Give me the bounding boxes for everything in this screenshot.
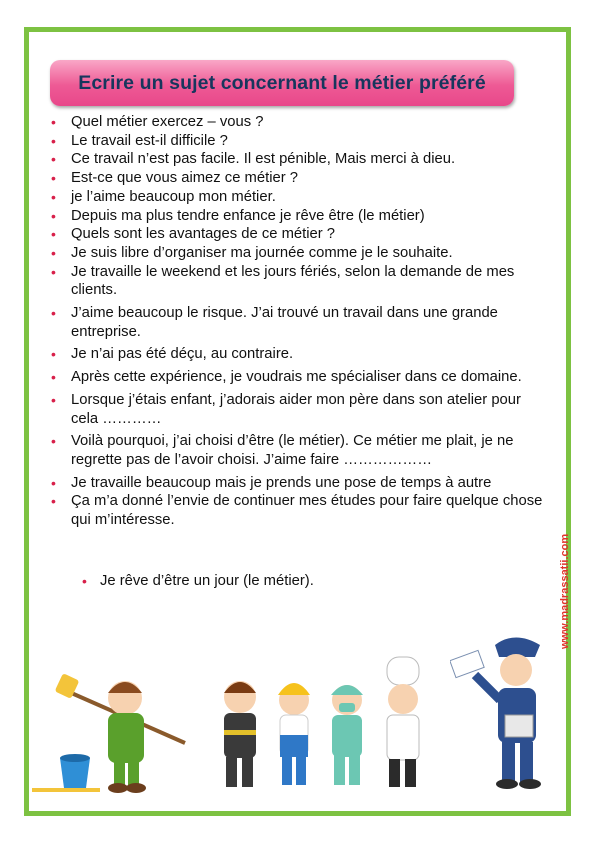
bullet-icon: • [51,369,56,386]
bullet-icon: • [82,573,87,589]
list-item: • Le travail est-il difficile ? [51,132,228,149]
bullet-icon: • [51,433,56,450]
list-item: • je l’aime beaucoup mon métier. [51,188,276,205]
bullet-icon: • [51,207,56,224]
list-item: • Je travaille beaucoup mais je prends une pose de temps à autre [51,474,492,491]
list-item: • Voilà pourquoi, j’ai choisi d’être (le métier). Ce métier me plait, je ne regrette pas de l’avoir choisi. J’aime faire ……………… [51,433,514,468]
bullet-icon: • [51,244,56,261]
list-item: • Ce travail n’est pas facile. Il est pénible, Mais merci à dieu. [51,151,456,168]
postman-illustration [450,630,565,795]
list-item: • Je travaille le weekend et les jours fériés, selon la demande de mes clients. [51,263,515,299]
watermark: www.madrassatii.com [559,533,571,649]
bullet-icon: • [51,493,56,510]
list-item: • Depuis ma plus tendre enfance je rêve être (le métier) [51,207,425,224]
sub-list-item: • Je rêve d’être un jour (le métier). [82,573,314,589]
workers-illustration [212,655,437,795]
list-item: • Après cette expérience, je voudrais me spécialiser dans ce domaine. [51,369,522,386]
list-item: • Je n’ai pas été déçu, au contraire. [51,346,294,363]
bullet-icon: • [51,263,56,280]
list-item: • Quel métier exercez – vous ? [51,114,264,130]
list-item: • Ça m’a donné l’envie de continuer mes études pour faire quelque chose qui m’intéresse. [51,493,543,529]
bullet-icon: • [51,170,56,187]
bullet-icon: • [51,151,56,168]
bullet-icon: • [51,305,56,322]
list-item: • Lorsque j’étais enfant, j’adorais aider mon père dans son atelier pour cela ………… [51,391,521,427]
bullet-icon: • [51,188,56,205]
bullet-icon: • [51,474,56,491]
bullet-icon: • [51,114,56,130]
bullet-icon: • [51,132,56,149]
list-item: • J’aime beaucoup le risque. J’ai trouvé un travail dans une grande entreprise. [51,305,498,340]
list-item: • Est-ce que vous aimez ce métier ? [51,170,298,187]
bullet-icon: • [51,226,56,243]
list-item: • Quels sont les avantages de ce métier ? [51,226,336,243]
list-item: • Je suis libre d’organiser ma journée comme je le souhaite. [51,244,453,261]
bullet-icon: • [51,346,56,363]
page-title: Ecrire un sujet concernant le métier préféré [78,72,486,94]
bullet-icon: • [51,391,56,408]
title-banner [50,60,514,106]
painter-illustration [30,668,190,798]
sentence-list [49,113,549,530]
